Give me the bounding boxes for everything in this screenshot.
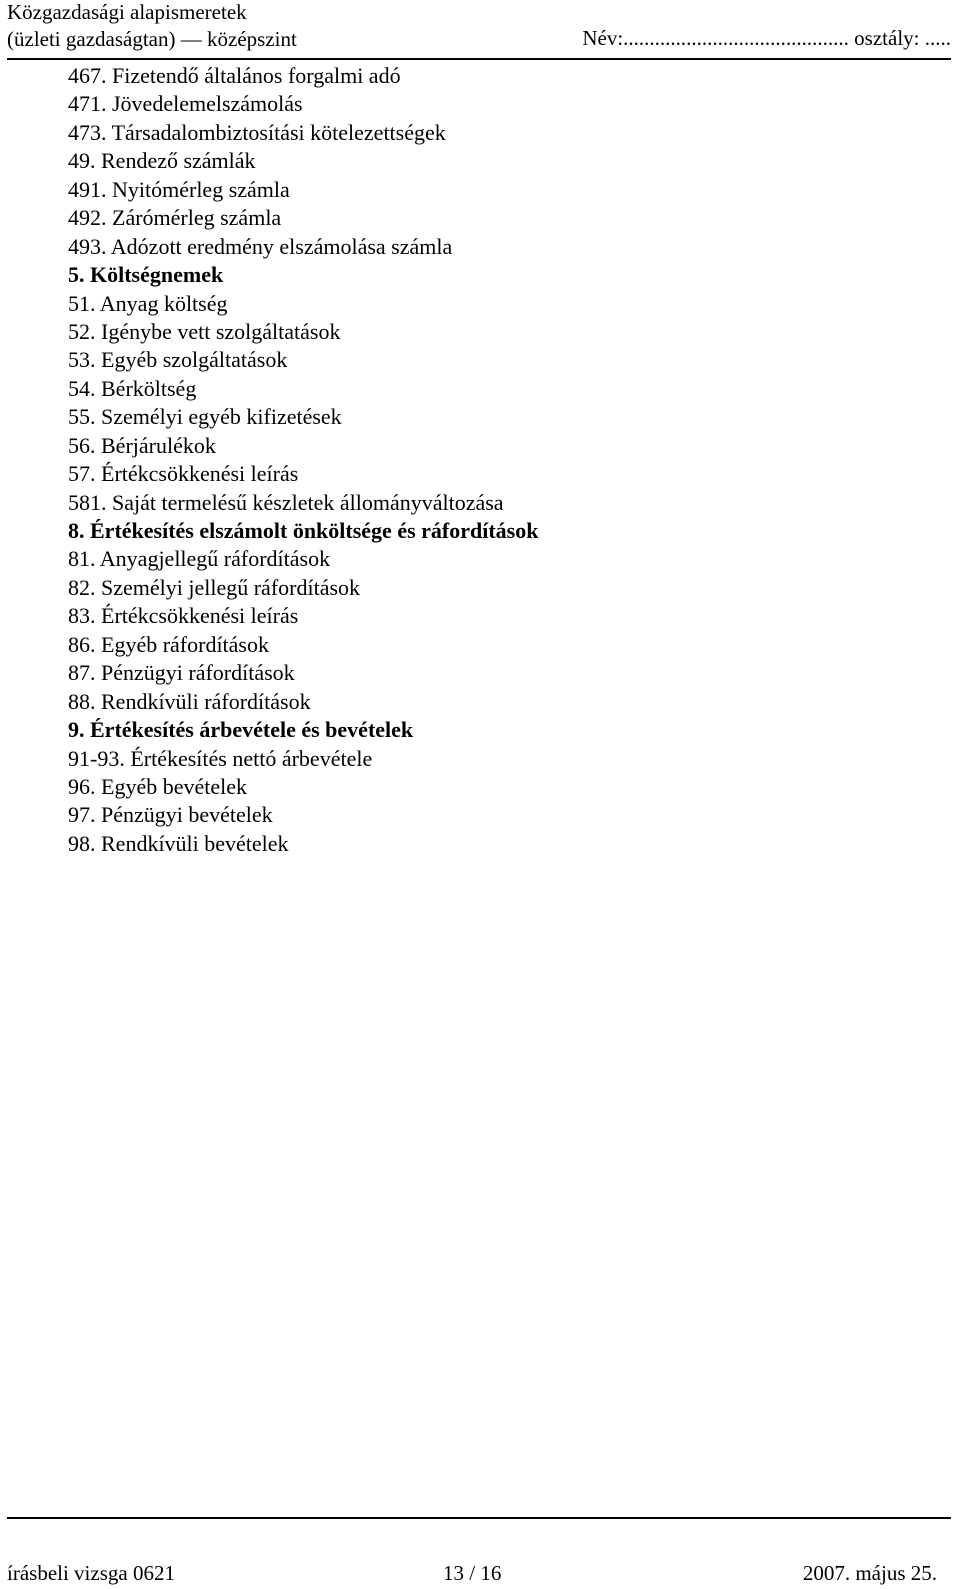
account-item: 91-93. Értékesítés nettó árbevétele	[68, 745, 373, 771]
account-item: 97. Pénzügyi bevételek	[68, 802, 273, 828]
account-item: 493. Adózott eredmény elszámolása számla	[68, 233, 453, 259]
account-item: 55. Személyi egyéb kifizetések	[68, 404, 342, 430]
account-item: 82. Személyi jellegű ráfordítások	[68, 574, 361, 600]
account-group-heading: 5. Költségnemek	[68, 262, 224, 288]
account-item: 88. Rendkívüli ráfordítások	[68, 688, 311, 714]
page-header	[7, 0, 951, 60]
account-item: 56. Bérjárulékok	[68, 432, 216, 458]
account-item: 581. Saját termelésű készletek állományváltozása	[68, 489, 504, 515]
account-item: 96. Egyéb bevételek	[68, 773, 247, 799]
footer-divider	[7, 1517, 951, 1519]
account-item: 49. Rendező számlák	[68, 148, 256, 174]
account-item: 492. Zárómérleg számla	[68, 205, 282, 231]
account-item: 473. Társadalombiztosítási kötelezettségek	[68, 119, 446, 145]
account-item: 51. Anyag költség	[68, 290, 228, 316]
header-level: (üzleti gazdaságtan) — középszint	[7, 27, 297, 51]
account-item: 83. Értékcsökkenési leírás	[68, 603, 299, 629]
account-item: 52. Igénybe vett szolgáltatások	[68, 318, 341, 344]
account-item: 87. Pénzügyi ráfordítások	[68, 660, 295, 686]
page-footer	[7, 1559, 951, 1587]
account-item: 467. Fizetendő általános forgalmi adó	[68, 63, 401, 88]
header-title-block	[7, 0, 297, 53]
footer-date: 2007. május 25.	[802, 1561, 937, 1585]
account-group-heading: 8. Értékesítés elszámolt önköltsége és ráfordítások	[68, 518, 539, 543]
account-item: 491. Nyitómérleg számla	[68, 176, 290, 202]
header-subject: Közgazdasági alapismeretek	[7, 0, 247, 24]
footer-page-number: 13 / 16	[443, 1561, 502, 1585]
footer-exam-code: írásbeli vizsga 0621	[7, 1561, 175, 1585]
account-item: 86. Egyéb ráfordítások	[68, 631, 269, 657]
account-item: 471. Jövedelemelszámolás	[68, 91, 303, 117]
account-item: 53. Egyéb szolgáltatások	[68, 347, 288, 373]
header-name-field: Név:........................................... osztály: .....	[582, 26, 951, 50]
account-item: 57. Értékcsökkenési leírás	[68, 461, 299, 487]
account-list	[68, 62, 918, 858]
account-item: 98. Rendkívüli bevételek	[68, 830, 289, 856]
account-item: 81. Anyagjellegű ráfordítások	[68, 546, 331, 572]
account-group-heading: 9. Értékesítés árbevétele és bevételek	[68, 717, 414, 743]
account-item: 54. Bérköltség	[68, 375, 197, 401]
